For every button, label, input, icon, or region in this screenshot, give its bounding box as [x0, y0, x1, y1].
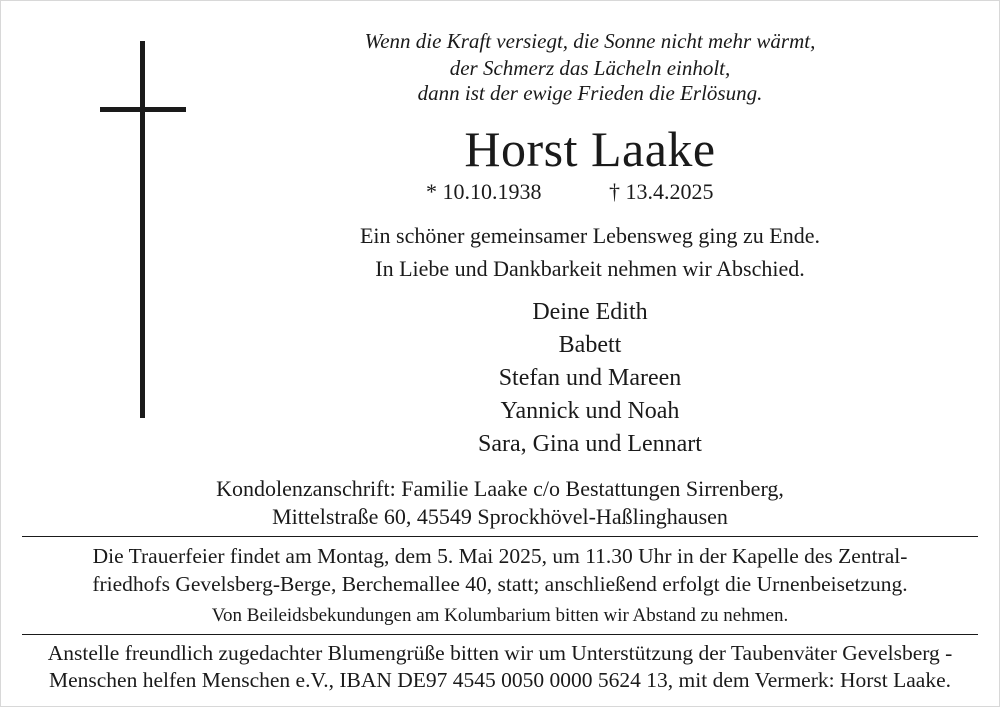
divider	[22, 536, 978, 537]
deceased-name: Horst Laake	[464, 121, 716, 177]
poem-line-1: Wenn die Kraft versiegt, die Sonne nicht mehr wärmt,	[364, 29, 816, 53]
family-member: Yannick und Noah	[500, 398, 680, 424]
birth-date: * 10.10.1938	[426, 179, 542, 204]
donation-line-2: Menschen helfen Menschen e.V., IBAN DE97 4545 0050 0000 5624 13, mit dem Vermerk: Horst Laake.	[48, 668, 952, 692]
message-line-2: In Liebe und Dankbarkeit nehmen wir Abschied.	[375, 256, 805, 281]
message-line-1: Ein schöner gemeinsamer Lebensweg ging zu Ende.	[359, 223, 820, 248]
death-date: † 13.4.2025	[609, 179, 714, 204]
family-member: Deine Edith	[532, 299, 648, 325]
condolence-address-line-2: Mittelstraße 60, 45549 Sprockhövel-Haßlinghausen	[272, 504, 728, 529]
family-member: Sara, Gina und Lennart	[478, 431, 702, 457]
columbarium-note: Von Beileidsbekundungen am Kolumbarium bitten wir Abstand zu nehmen.	[211, 605, 789, 626]
ceremony-line-1: Die Trauerfeier findet am Montag, dem 5. Mai 2025, um 11.30 Uhr in der Kapelle des Zentral-	[92, 544, 908, 568]
cross-icon	[100, 41, 186, 418]
family-member: Babett	[558, 332, 622, 358]
divider	[22, 634, 978, 635]
family-member: Stefan und Mareen	[498, 365, 682, 391]
donation-line-1: Anstelle freundlich zugedachter Blumengrüße bitten wir um Unterstützung der Taubenväter Gevelsberg -	[47, 641, 953, 665]
ceremony-line-2: friedhofs Gevelsberg-Berge, Berchemallee 40, statt; anschließend erfolgt die Urnenbeisetzung.	[92, 572, 908, 596]
poem-line-2: der Schmerz das Lächeln einholt,	[449, 56, 731, 80]
condolence-address-line-1: Kondolenzanschrift: Familie Laake c/o Bestattungen Sirrenberg,	[216, 476, 784, 501]
poem-line-3: dann ist der ewige Frieden die Erlösung.	[417, 81, 763, 105]
